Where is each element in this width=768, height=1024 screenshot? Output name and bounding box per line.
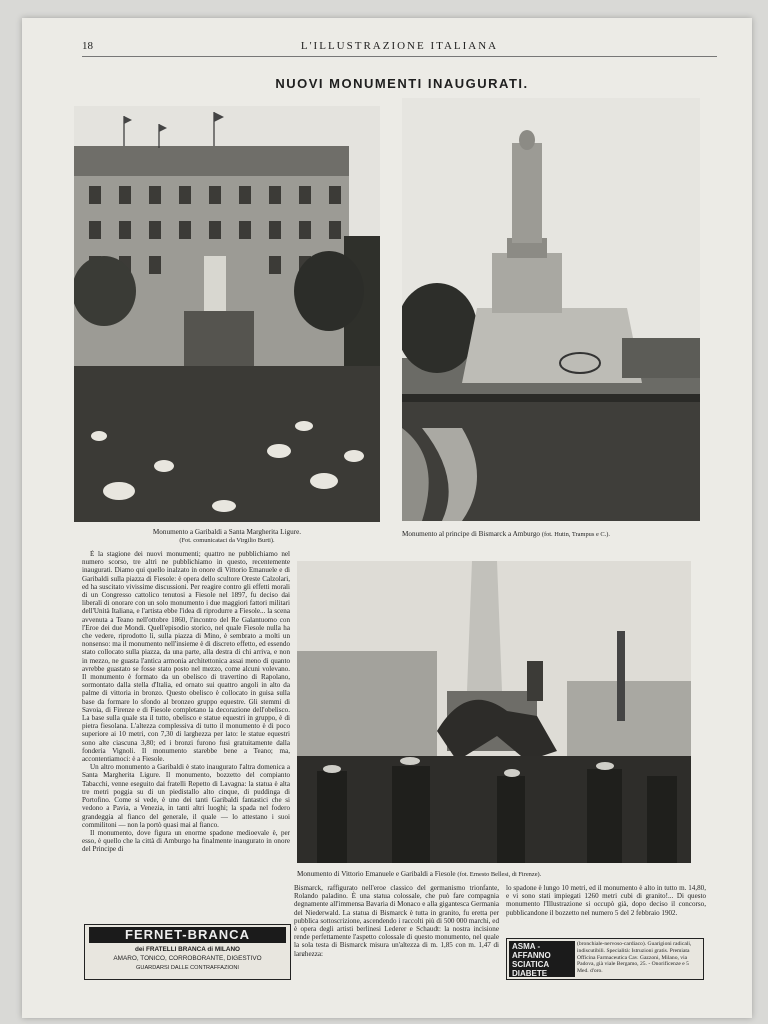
ad-asma-line2: SCIATICA — [512, 960, 550, 969]
ad-fernet-warning: GUARDARSI DALLE CONTRAFFAZIONI — [136, 965, 239, 971]
caption-garibaldi-ligure-text: Monumento a Garibaldi a Santa Margherita Ligure. — [152, 528, 302, 536]
article-paragraph-ligure: Un altro monumento a Garibaldi è stato inaugurato l'altra domenica a Santa Margherita Ligure. Il monumento, bozzetto del compianto Tabacchi, venne eseguito dai fratelli Repetto di Lavagna: la statua è alta tre metri poggia su di un piedistallo alto cinque, di puddinga di Portofino. Come si vede, è uno dei tanti Garibaldi fantastici che si vedono a Pavia, a Venezia, in tanti altri luoghi; la spada nel fodero grandeggia al fianco del generale, il quale — lo attestano i suoi commilitoni — non la portò quasi mai al fianco. — [82, 763, 290, 829]
photo-fiesole — [297, 561, 691, 863]
article-column-right — [506, 884, 706, 936]
ad-fernet-branca — [84, 924, 291, 980]
caption-fiesole-credit: (fot. Ernesto Bellesi, di Firenze). — [457, 871, 542, 878]
ad-fernet-desc: AMARO, TONICO, CORROBORANTE, DIGESTIVO — [113, 955, 262, 962]
article-column-left — [82, 550, 290, 930]
ad-fernet-name: FERNET-BRANCA — [89, 927, 286, 943]
article-column-middle — [294, 884, 499, 956]
page-number: 18 — [82, 40, 93, 52]
page-header — [82, 38, 717, 57]
caption-bismarck-text: Monumento al principe di Bismarck a Amburgo — [402, 530, 541, 538]
ad-asma — [506, 938, 704, 980]
caption-garibaldi-ligure-credit: (Fot. comunicataci da Virgilio Burti). — [179, 536, 275, 544]
ad-asma-desc: (bronchiale-nervoso-cardiaco). Guarigioni radicali, indiscutibili. Specialità: Istruzioni gratis. Premiata Officina Farmaceutica Cav. Gazzoni, Milano, via Padova, già viale Bergamo, 25. - Onorificenze e 5 Med. d'oro. — [577, 941, 692, 975]
running-title: L'ILLUSTRAZIONE ITALIANA — [300, 40, 499, 52]
article-paragraph-bismarck: Bismarck, raffigurato nell'eroe classico del germanismo trionfante, Rolando paladino. È una statua colossale, che può fare compagnia degnamente all'immensa Bavaria di Monaco e alla gigantesca Germania del Niederwald. La statua di Bismarck è tutta in granito, fu eretta per pubblica sottoscrizione, ascendendo i raccolti più di 500 000 marchi, ed è opera degli artisti berlinesi Lederer e Schaudt: la nostra incisione rende perfettamente l'aspetto colossale di questo monumento, nel quale la sola testa di Bismarck misura un'altezza di m. 1,85 con m. 1,47 di larghezza; — [294, 884, 499, 956]
ad-asma-line1: ASMA - AFFANNO — [512, 942, 551, 960]
photo-garibaldi-ligure — [74, 106, 380, 522]
ad-fernet-maker: dei FRATELLI BRANCA di MILANO — [134, 946, 241, 953]
caption-fiesole — [297, 870, 691, 880]
caption-fiesole-text: Monumento di Vittorio Emanuele e Garibaldi a Fiesole — [297, 870, 456, 878]
article-paragraph-bismarck-end: lo spadone è lungo 10 metri, ed il monumento è alto in tutto m. 14,80, e vi sono stati impiegati 1260 metri cubi di granito!... Di questo monumento l'Illustrazione si occupò già, dopo deciso il concorso, pubblicandone il bozzetto nel numero 5 del 2 febbraio 1902. — [506, 884, 706, 917]
photo-bismarck — [402, 98, 700, 521]
photo-bismarck-image — [402, 98, 700, 521]
ad-asma-headings — [509, 941, 575, 977]
ad-asma-line3: DIABETE — [512, 969, 548, 978]
caption-garibaldi-ligure — [74, 528, 380, 545]
article-paragraph-fiesole: È la stagione dei nuovi monumenti; quattro ne pubblichiamo nel numero scorso, tre altri ne pubblichiamo in questo, recentemente inaugurati. Diamo qui quello inalzato in onore di Vittorio Emanuele e di Garibaldi sulla piazza di Fiesole: è opera dello scultore Oreste Calzolari, ed ha suscitato vivissime discussioni. Per reagire contro gli effetti morali di un Congresso cattolico tenutosi a Fiesole nel 1897, fu deciso dai liberali di onorare con un solo monumento i due maggiori fattori militari dell'Unità Italiana, e l'artista ebbe l'idea di riprodurre a Fiesole... la scena avvenuta a Teano nell'ottobre 1860, l'incontro del Re Galantuomo con l'Eroe dei due Mondi. Quell'episodio storico, nel quale Fiesole nulla ha che vedere, riprodotto lì, sulla piazza di Mino, è sembrato a molti un nonsenso: ma il monumento nell'insieme è di discreto effetto, ed essendo stato collocato sulla piazza, da una parte, alla destra di chi arriva, e non in mezzo, ne guasta l'antica armonia architettonica assai meno di quanto avrebbe guastato se fosse stato posto nel mezzo, come alcuni volevano. Il monumento è formato da un obelisco di travertino di Rapolano, sormontato dalla stella d'Italia, ed ornato sui quattro angoli in alto da palme di vittoria in bronzo. Questo obelisco è collocato in guisa sulla base da formare lo sfondo al bronzeo gruppo equestre. Gli stemmi di Savoia, di Firenze e di Fiesole completano la decorazione dell'obelisco. La base sulla quale sta il tutto, obelisco e statue equestri in gruppo, è di pietra fiesolana. L'altezza complessiva di tutto il monumento è di poco superiore ai 10 metri, con 7,30 di larghezza per lato: le statue equestri sono alte ciascuna 3,80; ed i bronzi furono fusi gratuitamente dalla fonderia Vignoli. Il monumento starebbe bene a Teano; ma, accontentiamoci: è a Fiesole. — [82, 550, 290, 764]
article-title: NUOVI MONUMENTI INAUGURATI. — [275, 76, 529, 91]
article-paragraph-bismarck-intro: Il monumento, dove figura un enorme spadone medioevale è, per esso, è quello che la città di Amburgo ha finalmente inaugurato in onore del Principe di — [82, 828, 290, 854]
photo-garibaldi-ligure-image — [74, 106, 380, 522]
caption-bismarck — [402, 530, 712, 540]
photo-fiesole-image — [297, 561, 691, 863]
caption-bismarck-credit: (fot. Hutin, Trampus e C.). — [541, 531, 610, 538]
magazine-page — [22, 18, 752, 1018]
